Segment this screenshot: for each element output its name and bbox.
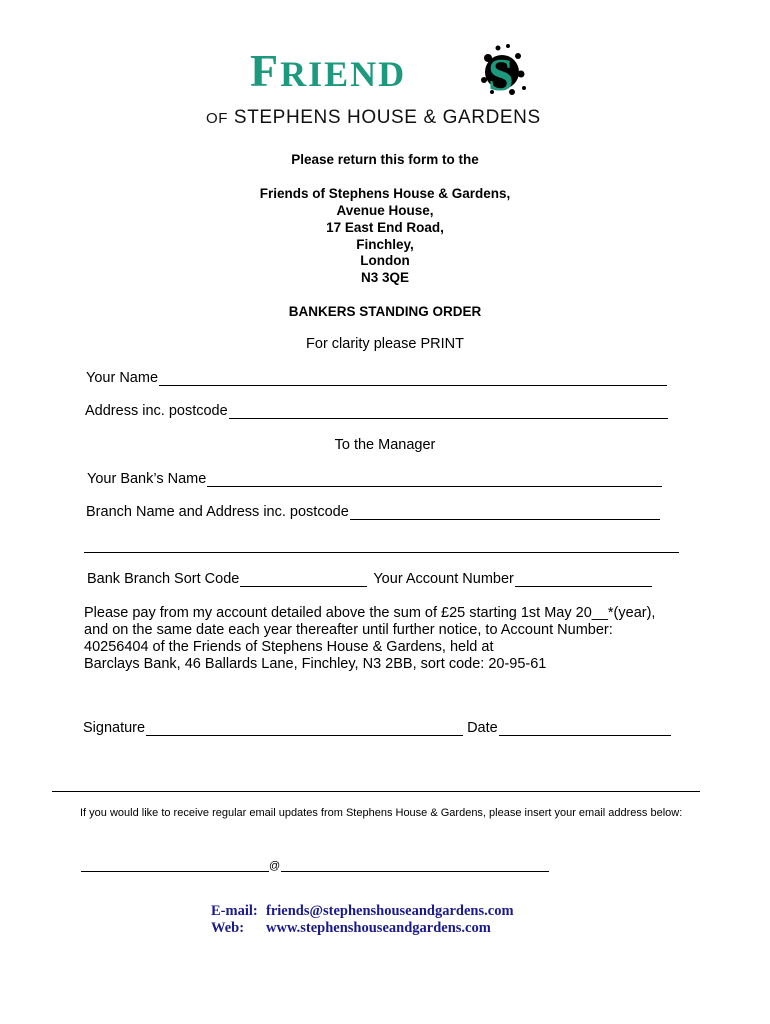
address-line-blank[interactable] <box>229 404 668 419</box>
contact-web <box>211 920 491 937</box>
date-label: Date <box>467 720 498 736</box>
branch-label: Branch Name and Address inc. postcode <box>86 504 349 520</box>
return-line: Please return this form to the <box>291 152 479 167</box>
payment-instruction-line: and on the same date each year thereafter until further notice, to Account Number: <box>84 622 613 638</box>
address-field[interactable] <box>85 403 668 419</box>
email-note: If you would like to receive regular email updates from Stephens House & Gardens, please insert your email address below: <box>80 807 683 819</box>
email-entry-field[interactable] <box>80 860 549 872</box>
logo-subtitle <box>206 107 586 129</box>
email-label: E-mail: <box>211 903 258 919</box>
email-local-line[interactable] <box>81 860 269 872</box>
address-line: Friends of Stephens House & Gardens, <box>259 186 511 201</box>
web-link[interactable]: www.stephenshouseandgardens.com <box>266 920 491 936</box>
branch-field[interactable] <box>86 504 660 520</box>
sort-code-field[interactable] <box>87 571 652 587</box>
payment-instruction-line: Barclays Bank, 46 Ballards Lane, Finchley, N3 2BB, sort code: 20-95-61 <box>84 656 547 672</box>
form-title: BANKERS STANDING ORDER <box>288 304 482 319</box>
logo-last-letter: S <box>488 49 516 100</box>
date-line[interactable] <box>499 721 671 736</box>
bank-name-line[interactable] <box>207 472 662 487</box>
your-name-label: Your Name <box>86 370 159 386</box>
bank-name-field[interactable] <box>87 471 662 487</box>
account-number-label: Your Account Number <box>373 571 514 587</box>
to-manager: To the Manager <box>334 437 436 453</box>
payment-instruction <box>84 605 714 673</box>
signature-field[interactable] <box>83 720 671 736</box>
account-number-line[interactable] <box>515 572 652 587</box>
email-domain-line[interactable] <box>281 860 549 872</box>
logo-subtitle-of: OF <box>206 110 229 127</box>
logo-first-letter: F <box>250 45 281 96</box>
signature-line[interactable] <box>146 721 463 736</box>
web-label: Web: <box>211 920 245 936</box>
your-name-field[interactable] <box>86 370 667 386</box>
sort-code-line[interactable] <box>240 572 367 587</box>
section-divider <box>52 791 700 792</box>
your-name-line[interactable] <box>159 371 667 386</box>
address-label: Address inc. postcode <box>85 403 228 419</box>
email-link[interactable]: friends@stephenshouseandgardens.com <box>266 903 514 919</box>
sort-code-label: Bank Branch Sort Code <box>87 571 240 587</box>
signature-label: Signature <box>83 720 146 736</box>
contact-email <box>211 903 514 920</box>
branch-line-extra[interactable] <box>84 552 679 553</box>
payment-instruction-line: 40256404 of the Friends of Stephens House & Gardens, held at <box>84 639 494 655</box>
at-symbol: @ <box>269 860 281 872</box>
address-line: 17 East End Road, <box>326 220 444 235</box>
logo-middle-letters: RIEND <box>280 54 407 94</box>
address-line: London <box>360 253 410 268</box>
print-instruction: For clarity please PRINT <box>306 336 464 352</box>
address-line: Finchley, <box>356 237 414 252</box>
bank-name-label: Your Bank’s Name <box>87 471 207 487</box>
logo-subtitle-text: STEPHENS HOUSE & GARDENS <box>233 107 541 128</box>
address-line: N3 3QE <box>360 270 410 285</box>
payment-instruction-line: Please pay from my account detailed above the sum of £25 starting 1st May 20__*(year), <box>84 605 656 621</box>
branch-line[interactable] <box>350 505 660 520</box>
address-line: Avenue House, <box>336 203 434 218</box>
logo-title <box>250 45 407 96</box>
logo-last-letter-wrap <box>488 49 516 100</box>
